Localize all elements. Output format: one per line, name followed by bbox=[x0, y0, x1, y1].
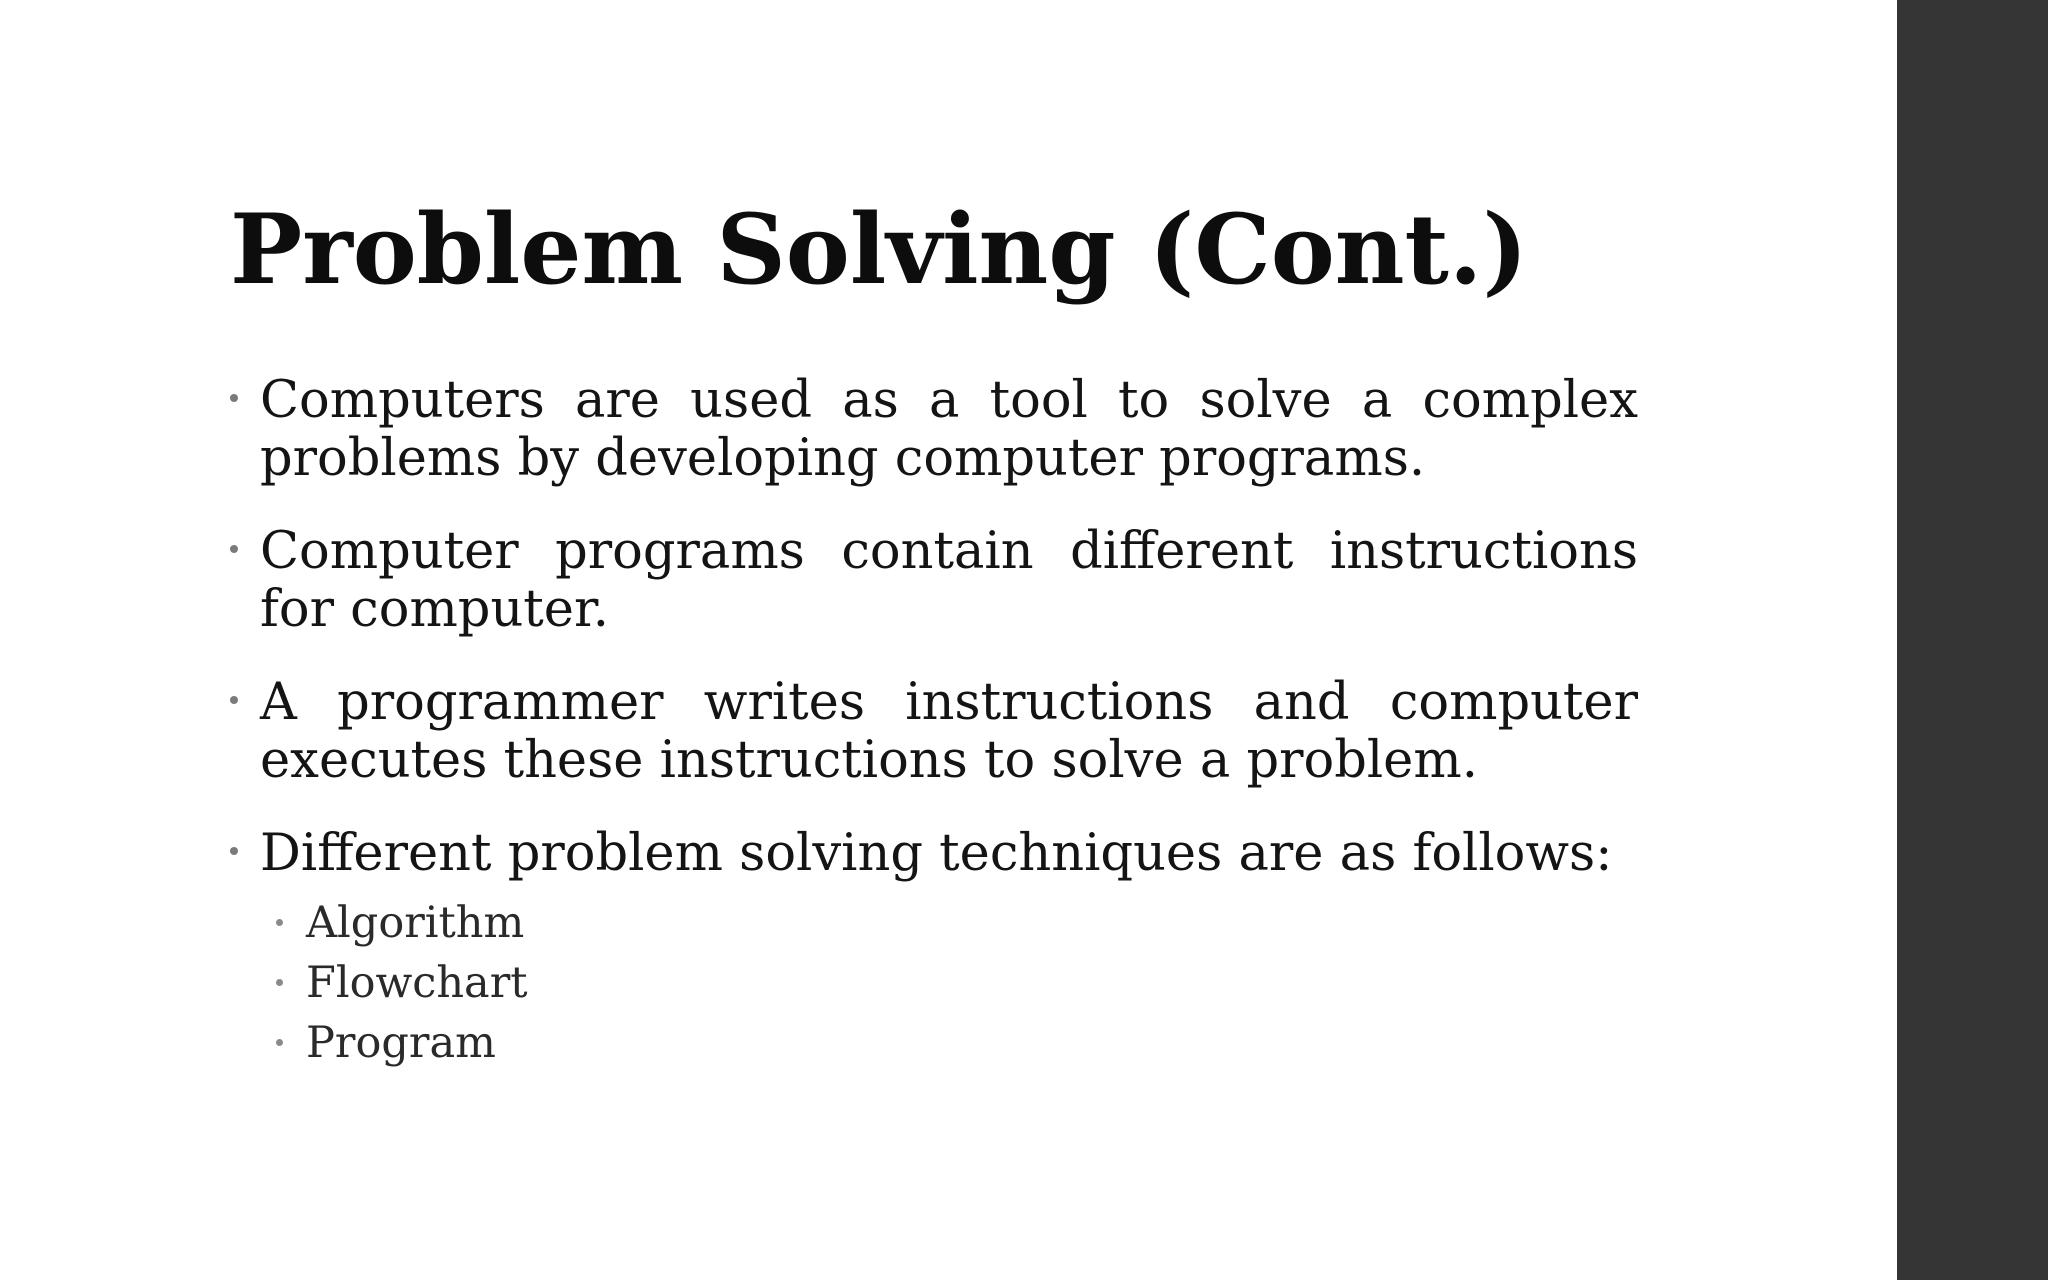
bullet-text: Computers are used as a tool to solve a complex problems by developing computer programs. bbox=[260, 371, 1638, 488]
bullet-item bbox=[230, 372, 1638, 488]
bullet-dot-icon bbox=[230, 847, 238, 855]
bullet-text: Computer programs contain different instructions for computer. bbox=[260, 522, 1638, 639]
sub-bullet-item bbox=[276, 1013, 528, 1073]
sub-bullet-text: Program bbox=[306, 1018, 496, 1068]
bullet-item bbox=[230, 825, 1638, 883]
sub-bullet-dot-icon bbox=[276, 919, 283, 926]
sub-bullet-list bbox=[230, 893, 528, 1073]
side-bar bbox=[1897, 0, 2048, 1280]
bullet-item bbox=[230, 674, 1638, 790]
bullet-text: Different problem solving techniques are as follows: bbox=[260, 824, 1613, 883]
slide-title: Problem Solving (Cont.) bbox=[230, 193, 1528, 306]
bullet-text: A programmer writes instructions and computer executes these instructions to solve a problem. bbox=[260, 673, 1638, 790]
sub-bullet-dot-icon bbox=[276, 1039, 283, 1046]
sub-bullet-text: Flowchart bbox=[306, 958, 528, 1008]
sub-bullet-dot-icon bbox=[276, 979, 283, 986]
bullet-dot-icon bbox=[230, 394, 238, 402]
bullet-item bbox=[230, 523, 1638, 639]
bullet-dot-icon bbox=[230, 696, 238, 704]
bullet-list bbox=[230, 372, 1638, 889]
bullet-dot-icon bbox=[230, 545, 238, 553]
sub-bullet-text: Algorithm bbox=[306, 898, 525, 948]
sub-bullet-item bbox=[276, 893, 528, 953]
sub-bullet-item bbox=[276, 953, 528, 1013]
